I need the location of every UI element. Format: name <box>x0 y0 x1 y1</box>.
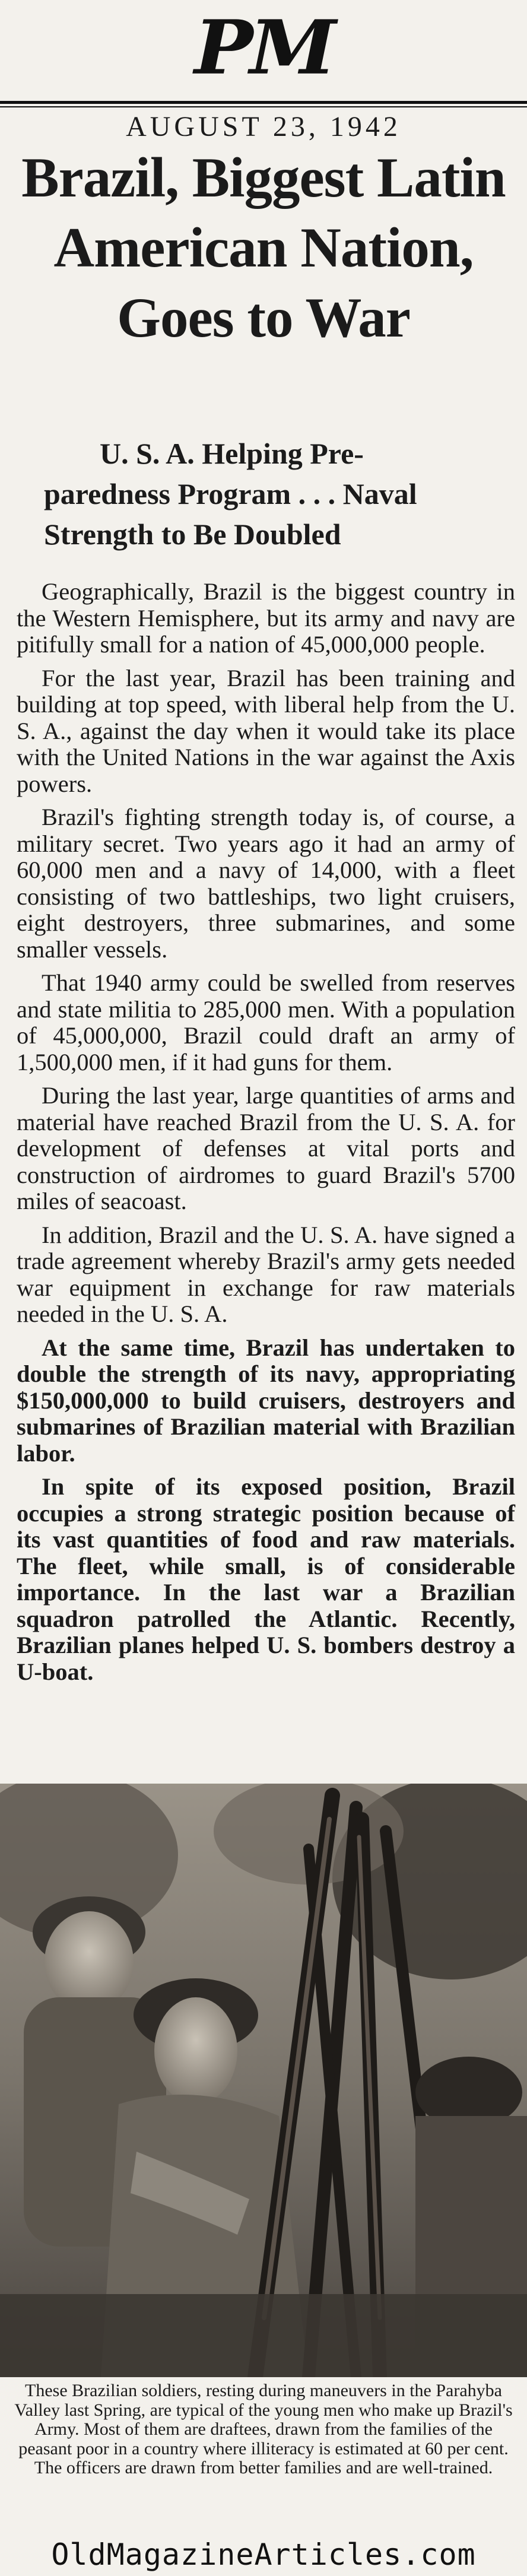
subhead-line-1: U. S. A. Helping Pre- <box>100 437 364 470</box>
paragraph: During the last year, large quantities of arms and material have reached Brazil from the U. S. A. for development of defenses at vital ports and construction of airdromes to guard Brazil's 5700 miles of seacoast. <box>17 1082 515 1214</box>
issue-date: AUGUST 23, 1942 <box>126 111 401 142</box>
article-subhead <box>44 433 509 554</box>
paragraph: In addition, Brazil and the U. S. A. have signed a trade agreement whereby Brazil's army gets needed war equipment in exchange for raw materials needed in the U. S. A. <box>17 1221 515 1327</box>
paragraph: At the same time, Brazil has undertaken to double the strength of its navy, appropriating $150,000,000 to build cruisers, destroyers and submarines of Brazilian material with Brazilian labor. <box>17 1334 515 1467</box>
subhead-line-2: paredness Program . . . Naval Strength to Be Doubled <box>44 477 417 551</box>
masthead-rule-thin <box>0 106 527 107</box>
article-headline: Brazil, Biggest Latin American Nation, Goes to War <box>21 146 506 349</box>
pm-logo: PM <box>194 4 333 92</box>
paragraph: Brazil's fighting strength today is, of course, a military secret. Two years ago it had an army of 60,000 men and a navy of 14,000, with a fleet consisting of two battleships, two light cruisers, eight destroyers, three submarines, and some smaller vessels. <box>17 804 515 963</box>
photo-illustration <box>0 1784 527 2377</box>
paragraph: Geographically, Brazil is the biggest country in the Western Hemisphere, but its army and navy are pitifully small for a nation of 45,000,000 people. <box>17 578 515 658</box>
photo-caption: These Brazilian soldiers, resting during maneuvers in the Parahyba Valley last Spring, are typical of the young men who make up Brazil's Army. Most of them are draftees, drawn from the families of the peasant poor in a country where illiteracy is estimated at 60 per cent. The officers are drawn from better families and are well-trained. <box>14 2381 513 2477</box>
paragraph: In spite of its exposed position, Brazil occupies a strong strategic position because of its vast quantities of food and raw materials. The fleet, while small, is of considerable importance. In the last war a Brazilian squadron patrolled the Atlantic. Recently, Brazilian planes helped U. S. bombers destroy a U-boat. <box>17 1473 515 1685</box>
masthead-rule <box>0 101 527 104</box>
paragraph: For the last year, Brazil has been training and building at top speed, with liberal help from the U. S. A., against the day when it would take its place with the United Nations in the war against the Axis powers. <box>17 664 515 797</box>
masthead <box>0 0 527 142</box>
site-watermark[interactable]: OldMagazineArticles.com <box>51 2537 476 2572</box>
soldiers-photo <box>0 1784 527 2377</box>
paragraph: That 1940 army could be swelled from reserves and state militia to 285,000 men. With a population of 45,000,000, Brazil could draft an army of 1,500,000 men, if it had guns for them. <box>17 969 515 1076</box>
article-body <box>17 579 515 1692</box>
